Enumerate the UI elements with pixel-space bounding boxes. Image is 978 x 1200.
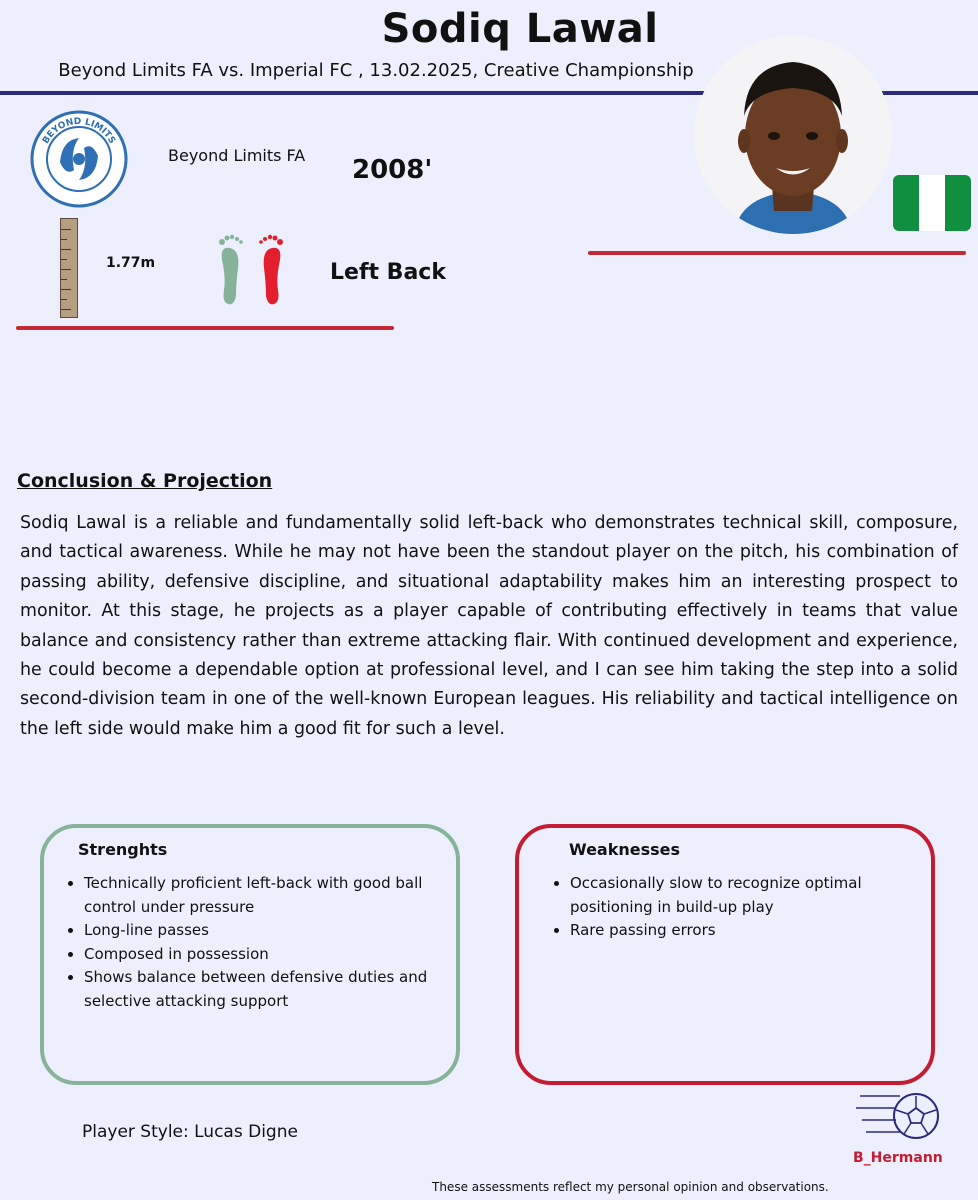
divider-left [16, 326, 394, 330]
weaknesses-title: Weaknesses [569, 840, 681, 859]
ruler-tick [61, 289, 71, 290]
ruler-tick [61, 269, 71, 270]
ruler-tick [61, 309, 71, 310]
soccer-ball-logo-icon [856, 1088, 946, 1148]
birth-year: 2008' [352, 155, 433, 185]
strengths-title: Strenghts [78, 840, 168, 859]
list-item: • Shows balance between defensive duties and selective attacking support [84, 966, 444, 1013]
player-photo [694, 36, 892, 234]
flag-stripe-center [919, 175, 945, 231]
player-name: Sodiq Lawal [381, 6, 659, 52]
conclusion-text: Sodiq Lawal is a reliable and fundamentally solid left-back who demonstrates technical skill, composure, and tactical awareness. While he may not have been the standout player on the pitch, his combination of passing ability, defensive discipline, and situational adaptability makes him an interesting prospect to monitor. At this stage, he projects as a player capable of contributing effectively in teams that value balance and consistency rather than extreme attacking flair. With continued development and experience, he could become a dependable option at professional level, and I can see him taking the step into a solid second-division team in one of the well-known European leagues. His reliability and tactical intelligence on the left side would make him a good fit for such a level. [20, 513, 958, 739]
flag-stripe-right [945, 175, 971, 231]
match-info: Beyond Limits FA vs. Imperial FC , 13.02.2025, Creative Championship [58, 60, 694, 81]
club-logo-text: BEYOND LIMITS [41, 116, 117, 146]
list-item: • Long-line passes [84, 919, 444, 943]
nigeria-flag-icon [893, 175, 971, 231]
ruler-icon [60, 218, 78, 318]
strengths-list [62, 872, 444, 1013]
list-item: • Composed in possession [84, 943, 444, 967]
list-item: • Rare passing errors [570, 919, 910, 943]
flag-stripe-left [893, 175, 919, 231]
ruler-tick [61, 249, 71, 250]
ruler-tick [61, 229, 71, 230]
ruler-tick [61, 239, 67, 240]
divider-right [588, 251, 966, 255]
strengths-box [40, 824, 460, 1085]
brand-name: B_Hermann [853, 1150, 943, 1166]
club-logo [30, 110, 128, 208]
weaknesses-list [548, 872, 910, 943]
conclusion-heading: Conclusion & Projection [17, 470, 273, 492]
ruler-tick [61, 259, 67, 260]
list-item: • Technically proficient left-back with good ball control under pressure [84, 872, 444, 919]
player-height: 1.77m [106, 255, 156, 271]
list-item: • Occasionally slow to recognize optimal positioning in build-up play [570, 872, 910, 919]
disclaimer: These assessments reflect my personal opinion and observations. [432, 1180, 829, 1194]
player-position: Left Back [330, 260, 446, 285]
player-style: Player Style: Lucas Digne [82, 1122, 298, 1142]
ruler-tick [61, 279, 67, 280]
ruler-tick [61, 299, 67, 300]
footprints-icon [214, 232, 288, 306]
weaknesses-box [515, 824, 935, 1085]
club-name: Beyond Limits FA [168, 146, 306, 165]
